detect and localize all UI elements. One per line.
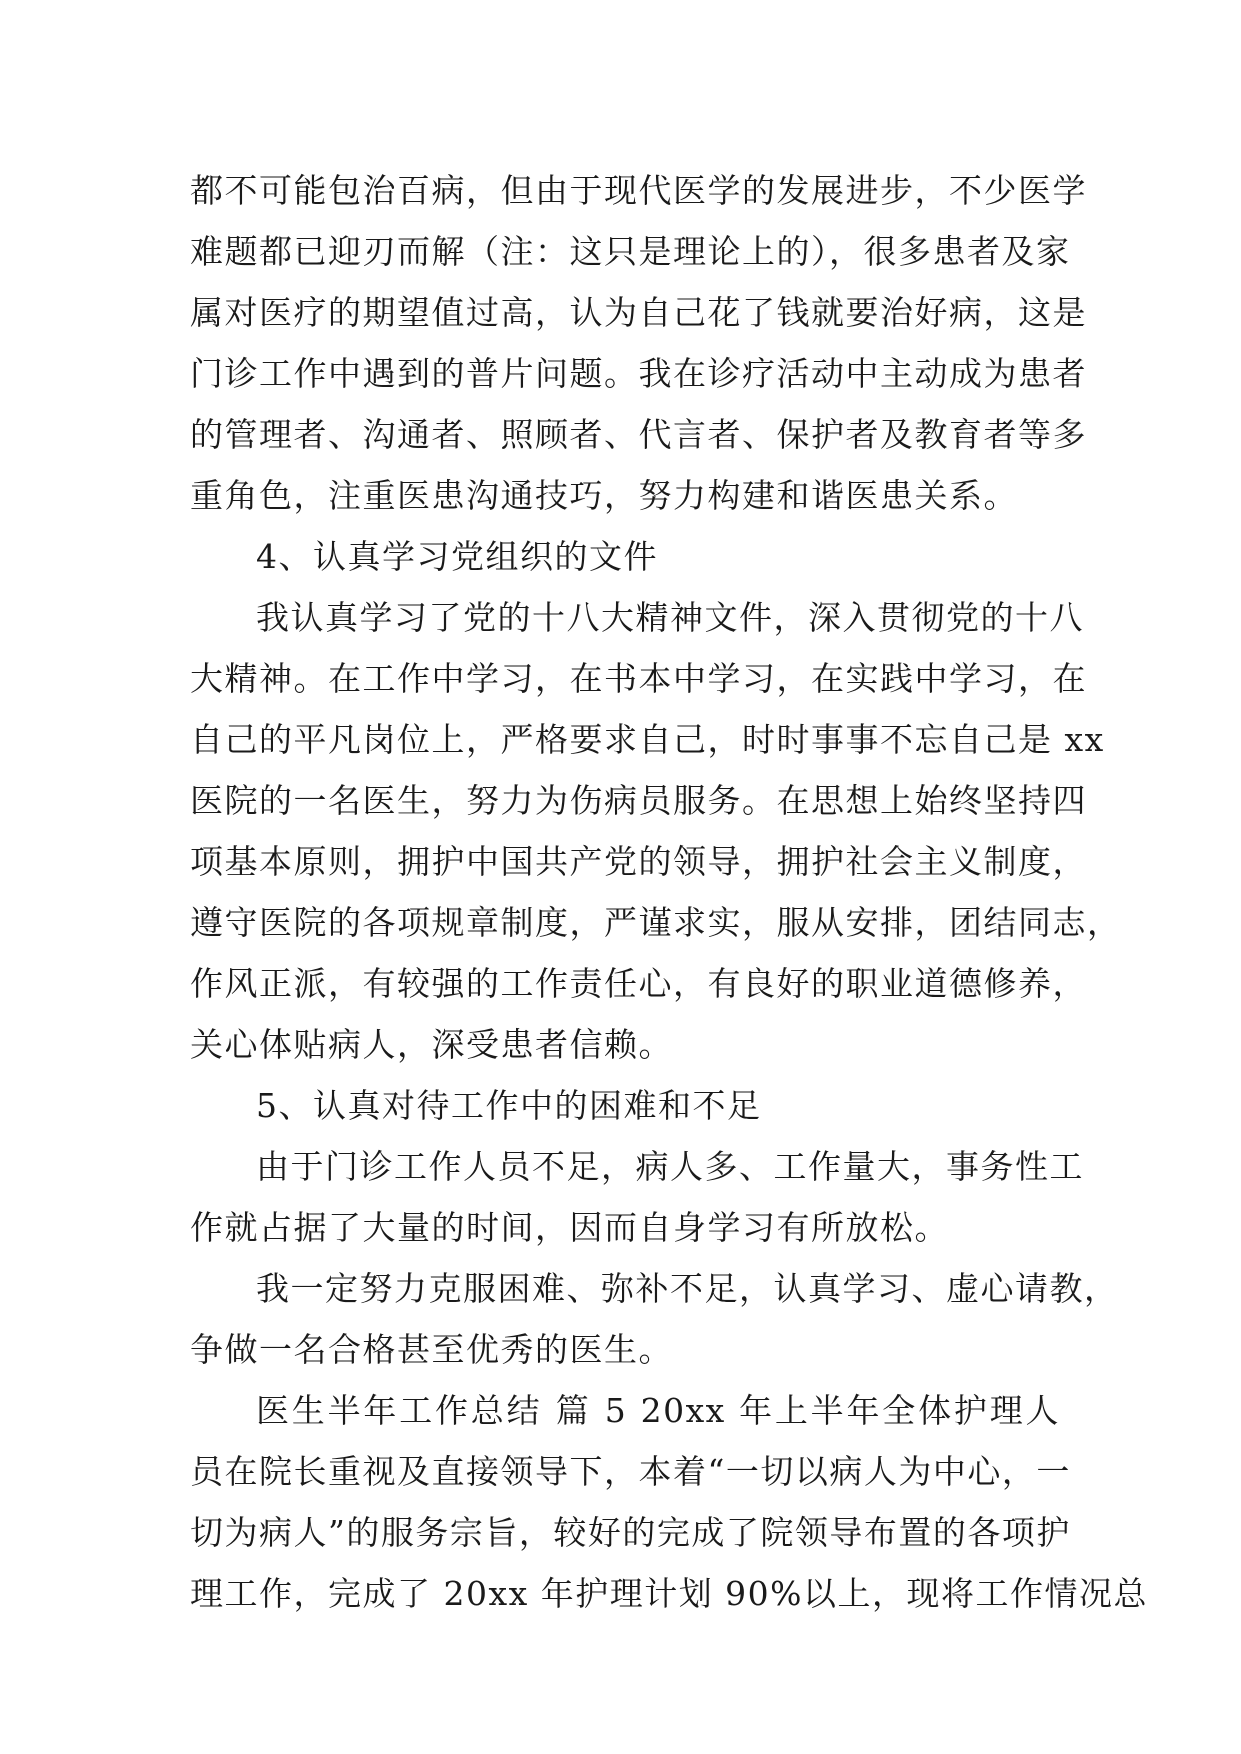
text-line: 自己的平凡岗位上，严格要求自己，时时事事不忘自己是 xx (190, 720, 1105, 759)
text-line: 作风正派，有较强的工作责任心，有良好的职业道德修养， (190, 964, 1087, 1003)
text-line: 切为病人”的服务宗旨，较好的完成了院领导布置的各项护 (190, 1513, 1071, 1552)
text-line: 医院的一名医生，努力为伤病员服务。在思想上始终坚持四 (190, 781, 1087, 820)
text-line: 大精神。在工作中学习，在书本中学习，在实践中学习，在 (190, 659, 1087, 698)
text-line: 门诊工作中遇到的普片问题。我在诊疗活动中主动成为患者 (190, 354, 1087, 393)
text-line: 作就占据了大量的时间，因而自身学习有所放松。 (190, 1208, 949, 1247)
text-line: 都不可能包治百病，但由于现代医学的发展进步，不少医学 (190, 171, 1087, 210)
text-line: 项基本原则，拥护中国共产党的领导，拥护社会主义制度， (190, 842, 1087, 881)
document-body (190, 160, 1149, 1624)
text-line: 5、认真对待工作中的困难和不足 (256, 1086, 762, 1125)
text-line: 理工作，完成了 20xx 年护理计划 90%以上，现将工作情况总 (190, 1574, 1149, 1613)
text-line: 医生半年工作总结 篇 5 20xx 年上半年全体护理人 (256, 1391, 1060, 1430)
text-line: 我认真学习了党的十八大精神文件，深入贯彻党的十八 (256, 598, 1084, 637)
text-line: 争做一名合格甚至优秀的医生。 (190, 1330, 673, 1369)
text-line: 难题都已迎刃而解（注：这只是理论上的），很多患者及家 (190, 232, 1071, 271)
text-line: 我一定努力克服困难、弥补不足，认真学习、虚心请教， (256, 1269, 1119, 1308)
text-line: 的管理者、沟通者、照顾者、代言者、保护者及教育者等多 (190, 415, 1087, 454)
text-line: 员在院长重视及直接领导下，本着“一切以病人为中心，一 (190, 1452, 1071, 1491)
text-line: 重角色，注重医患沟通技巧，努力构建和谐医患关系。 (190, 476, 1018, 515)
text-line: 属对医疗的期望值过高，认为自己花了钱就要治好病，这是 (190, 293, 1087, 332)
text-line: 遵守医院的各项规章制度，严谨求实，服从安排，团结同志， (190, 903, 1122, 942)
text-line: 由于门诊工作人员不足，病人多、工作量大，事务性工 (256, 1147, 1084, 1186)
text-line: 关心体贴病人，深受患者信赖。 (190, 1025, 673, 1064)
text-line: 4、认真学习党组织的文件 (256, 537, 658, 576)
